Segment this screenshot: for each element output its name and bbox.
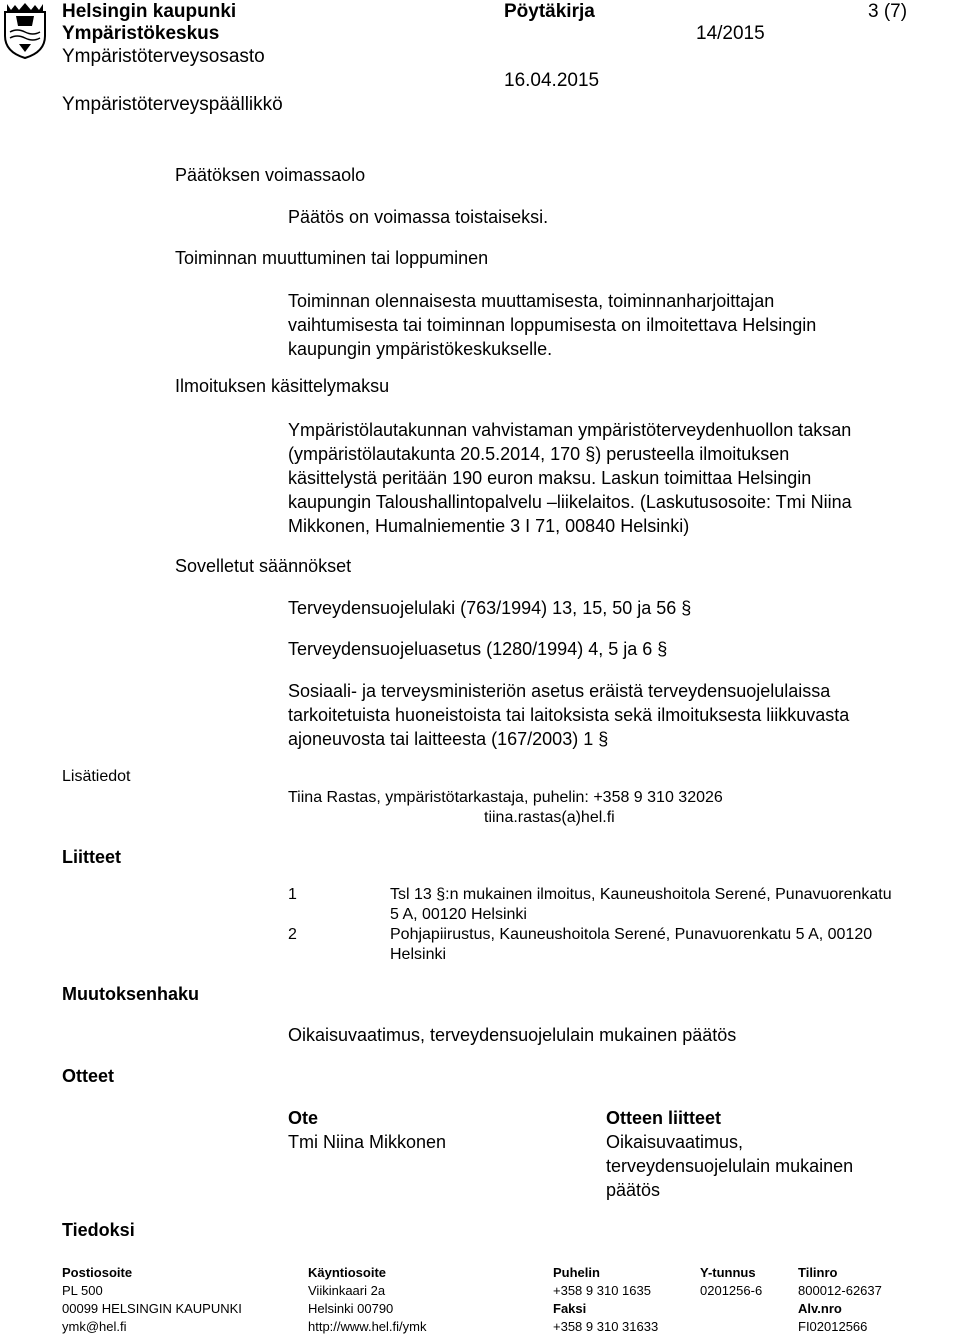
footer-label: Faksi (553, 1301, 587, 1316)
text-line: 5 A, 00120 Helsinki (390, 906, 527, 923)
otteet-column-title: Ote (288, 1108, 319, 1128)
org-name: Helsingin kaupunki (62, 1, 237, 22)
muuttuminen-text (288, 289, 948, 361)
text-line: päätös (606, 1180, 661, 1200)
statute-item: Terveydensuojeluasetus (1280/1994) 4, 5 ja 6 § (288, 639, 668, 659)
doc-type: Pöytäkirja (504, 1, 595, 22)
text-line: Tmi Niina Mikkonen (288, 1132, 447, 1152)
section-heading-liitteet: Liitteet (62, 847, 122, 867)
text-line: Ympäristölautakunnan vahvistaman ympäristöterveydenhuollon taksan (288, 420, 852, 440)
text-line: Pohjapiirustus, Kauneushoitola Serené, Punavuorenkatu 5 A, 00120 (390, 926, 873, 943)
footer-value: PL 500 (62, 1283, 103, 1298)
otteet-recipient (288, 1106, 588, 1154)
maksu-text (288, 418, 948, 538)
footer-value: http://www.hel.fi/ymk (308, 1319, 427, 1334)
text-line: Mikkonen, Humalniementie 3 I 71, 00840 Helsinki) (288, 516, 690, 536)
section-heading-maksu: Ilmoituksen käsittelymaksu (175, 376, 390, 396)
attachment-text (390, 885, 892, 925)
text-line: Sosiaali- ja terveysministeriön asetus eräistä terveydensuojelulaissa (288, 681, 831, 701)
footer-value: ymk@hel.fi (62, 1319, 127, 1334)
contact-email: tiina.rastas(a)hel.fi (484, 809, 615, 826)
footer-value: 0201256-6 (700, 1283, 763, 1298)
footer-label: Y-tunnus (700, 1265, 756, 1280)
text-line: Helsinki (390, 946, 447, 963)
footer-label: Postiosoite (62, 1265, 133, 1280)
official-title: Ympäristöterveyspäällikkö (62, 94, 283, 115)
text-line: ajoneuvosta tai laitteesta (167/2003) 1 § (288, 729, 609, 749)
section-heading-voimassaolo: Päätöksen voimassaolo (175, 165, 366, 185)
voimassaolo-text: Päätös on voimassa toistaiseksi. (288, 207, 549, 227)
department-name: Ympäristöterveysosasto (62, 46, 265, 67)
text-line: kaupungin Taloushallintopalvelu –liikelaitos. (Laskutusosoite: Tmi Niina (288, 492, 852, 512)
footer-value: 00099 HELSINGIN KAUPUNKI (62, 1301, 242, 1316)
footer-value: Viikinkaari 2a (308, 1283, 386, 1298)
footer-value: FI02012566 (798, 1319, 868, 1334)
text-line: vaihtumisesta tai toiminnan loppumisesta on ilmoitettava Helsingin (288, 315, 817, 335)
text-line: Oikaisuvaatimus, (606, 1132, 744, 1152)
attachment-number: 1 (288, 886, 297, 903)
helsinki-crest-logo (2, 2, 48, 60)
footer-business-id (700, 1264, 762, 1300)
contact-info: Tiina Rastas, ympäristötarkastaja, puhelin: +358 9 310 32026 (288, 789, 723, 806)
attachment-text (390, 925, 872, 965)
section-heading-lisatiedot: Lisätiedot (62, 768, 131, 785)
text-line: kaupungin ympäristökeskukselle. (288, 339, 553, 359)
footer-label: Alv.nro (798, 1301, 842, 1316)
doc-number: 14/2015 (696, 23, 765, 44)
text-line: Tsl 13 §:n mukainen ilmoitus, Kauneushoitola Serené, Punavuorenkatu (390, 886, 892, 903)
text-line: (ympäristölautakunta 20.5.2014, 170 §) perusteella ilmoituksen (288, 444, 790, 464)
attachment-number: 2 (288, 926, 297, 943)
body-name: Ympäristökeskus (62, 23, 220, 44)
doc-date: 16.04.2015 (504, 70, 600, 91)
otteet-attachments (606, 1106, 936, 1202)
footer-value: Helsinki 00790 (308, 1301, 394, 1316)
footer-value: +358 9 310 31633 (553, 1319, 659, 1334)
text-line: terveydensuojelulain mukainen (606, 1156, 854, 1176)
footer-visiting (308, 1264, 426, 1336)
text-line: käsittelystä peritään 190 euron maksu. Laskun toimittaa Helsingin (288, 468, 812, 488)
section-heading-muuttuminen: Toiminnan muuttuminen tai loppuminen (175, 248, 489, 268)
section-heading-otteet: Otteet (62, 1066, 115, 1086)
footer-label: Puhelin (553, 1265, 600, 1280)
text-line: Toiminnan olennaisesta muuttamisesta, toiminnanharjoittajan (288, 291, 775, 311)
otteet-column-title: Otteen liitteet (606, 1108, 722, 1128)
text-line: tarkoitetuista huoneistoista tai laitoksista sekä ilmoituksesta liikkuvasta (288, 705, 850, 725)
footer-value: +358 9 310 1635 (553, 1283, 651, 1298)
statute-item (288, 679, 948, 751)
footer-value: 800012-62637 (798, 1283, 882, 1298)
statute-item: Terveydensuojelulaki (763/1994) 13, 15, 50 ja 56 § (288, 598, 692, 618)
section-heading-saannokset: Sovelletut säännökset (175, 556, 352, 576)
section-heading-muutoksenhaku: Muutoksenhaku (62, 984, 200, 1004)
footer-account (798, 1264, 882, 1336)
footer-phone (553, 1264, 658, 1336)
footer-label: Tilinro (798, 1265, 838, 1280)
footer-label: Käyntiosoite (308, 1265, 387, 1280)
footer-postal (62, 1264, 242, 1336)
page-number: 3 (7) (868, 1, 908, 22)
section-heading-tiedoksi: Tiedoksi (62, 1220, 135, 1240)
muutoksenhaku-text: Oikaisuvaatimus, terveydensuojelulain mukainen päätös (288, 1025, 737, 1045)
